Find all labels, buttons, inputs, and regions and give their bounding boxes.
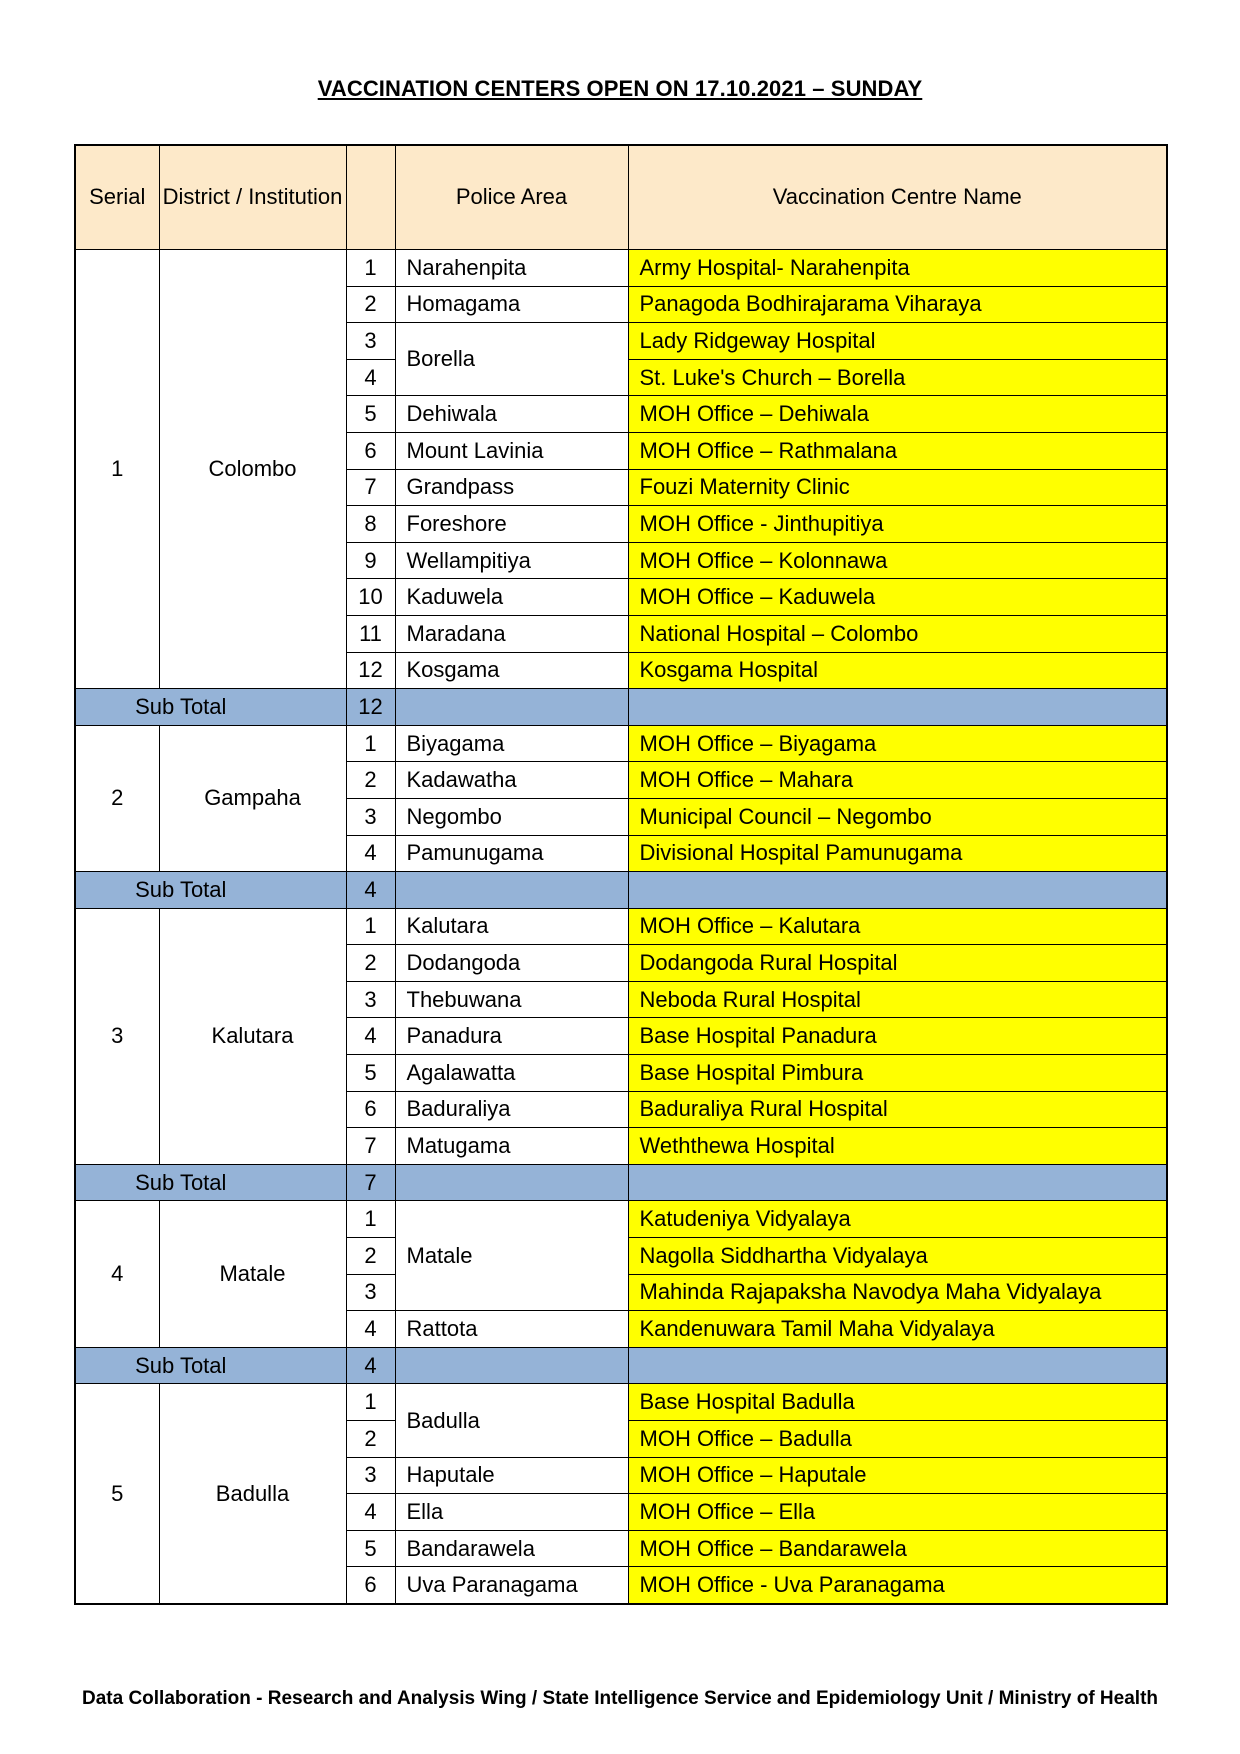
police-area-cell: Kalutara (395, 908, 628, 945)
document-title: VACCINATION CENTERS OPEN ON 17.10.2021 – SUNDAY (317, 76, 923, 101)
row-number-cell: 3 (346, 323, 395, 360)
police-area-cell: Rattota (395, 1311, 628, 1348)
police-area-cell: Pamunugama (395, 835, 628, 872)
police-area-cell: Kosgama (395, 652, 628, 689)
vaccination-centres-table (74, 144, 1168, 1605)
sub-total-empty-cell (395, 689, 628, 726)
header-district: District / Institution (159, 145, 346, 250)
police-area-cell: Dodangoda (395, 945, 628, 982)
table-row (75, 250, 1167, 287)
police-area-cell: Bandarawela (395, 1530, 628, 1567)
sub-total-empty-cell (395, 1347, 628, 1384)
vaccination-centre-cell: Weththewa Hospital (628, 1128, 1167, 1165)
header-centre-name: Vaccination Centre Name (628, 145, 1167, 250)
vaccination-centre-cell: Fouzi Maternity Clinic (628, 469, 1167, 506)
row-number-cell: 3 (346, 1457, 395, 1494)
sub-total-label: Sub Total (75, 1164, 346, 1201)
row-number-cell: 6 (346, 1091, 395, 1128)
sub-total-row (75, 1347, 1167, 1384)
sub-total-value: 7 (346, 1164, 395, 1201)
row-number-cell: 10 (346, 579, 395, 616)
sub-total-label: Sub Total (75, 1347, 346, 1384)
sub-total-row (75, 1164, 1167, 1201)
table-row (75, 908, 1167, 945)
row-number-cell: 2 (346, 945, 395, 982)
vaccination-centre-cell: Dodangoda Rural Hospital (628, 945, 1167, 982)
vaccination-centre-cell: Divisional Hospital Pamunugama (628, 835, 1167, 872)
vaccination-centre-cell: MOH Office – Kolonnawa (628, 542, 1167, 579)
table-header-row (75, 145, 1167, 250)
police-area-cell: Biyagama (395, 725, 628, 762)
vaccination-centre-cell: Katudeniya Vidyalaya (628, 1201, 1167, 1238)
row-number-cell: 1 (346, 1201, 395, 1238)
row-number-cell: 1 (346, 725, 395, 762)
sub-total-row (75, 872, 1167, 909)
vaccination-centre-cell: Base Hospital Badulla (628, 1384, 1167, 1421)
row-number-cell: 5 (346, 1055, 395, 1092)
vaccination-centre-cell: MOH Office – Kaduwela (628, 579, 1167, 616)
footer-credit: Data Collaboration - Research and Analysis Wing / State Intelligence Service and Epidemiology Unit / Ministry of Health (81, 1688, 1158, 1709)
header-police-area: Police Area (395, 145, 628, 250)
row-number-cell: 1 (346, 1384, 395, 1421)
police-area-cell: Matugama (395, 1128, 628, 1165)
vaccination-centre-cell: MOH Office – Dehiwala (628, 396, 1167, 433)
table-row (75, 725, 1167, 762)
sub-total-empty-cell (628, 689, 1167, 726)
vaccination-centre-cell: MOH Office – Biyagama (628, 725, 1167, 762)
vaccination-centre-cell: Municipal Council – Negombo (628, 798, 1167, 835)
row-number-cell: 4 (346, 1494, 395, 1531)
vaccination-centre-cell: MOH Office - Uva Paranagama (628, 1567, 1167, 1604)
district-cell: Colombo (159, 250, 346, 689)
row-number-cell: 4 (346, 1311, 395, 1348)
police-area-cell: Mount Lavinia (395, 432, 628, 469)
sub-total-empty-cell (628, 1164, 1167, 1201)
vaccination-centre-cell: Lady Ridgeway Hospital (628, 323, 1167, 360)
police-area-cell: Baduraliya (395, 1091, 628, 1128)
police-area-cell: Maradana (395, 615, 628, 652)
vaccination-centre-cell: MOH Office - Jinthupitiya (628, 506, 1167, 543)
sub-total-value: 4 (346, 872, 395, 909)
sub-total-empty-cell (628, 872, 1167, 909)
vaccination-centre-cell: MOH Office – Rathmalana (628, 432, 1167, 469)
row-number-cell: 2 (346, 1421, 395, 1458)
row-number-cell: 1 (346, 908, 395, 945)
vaccination-centre-cell: Army Hospital- Narahenpita (628, 250, 1167, 287)
vaccination-centre-cell: MOH Office – Bandarawela (628, 1530, 1167, 1567)
vaccination-centre-cell: St. Luke's Church – Borella (628, 359, 1167, 396)
vaccination-centre-cell: MOH Office – Ella (628, 1494, 1167, 1531)
vaccination-centre-cell: Base Hospital Panadura (628, 1018, 1167, 1055)
police-area-cell: Homagama (395, 286, 628, 323)
police-area-cell: Ella (395, 1494, 628, 1531)
police-area-cell: Foreshore (395, 506, 628, 543)
row-number-cell: 9 (346, 542, 395, 579)
table-row (75, 1201, 1167, 1238)
vaccination-centre-cell: MOH Office – Kalutara (628, 908, 1167, 945)
district-cell: Matale (159, 1201, 346, 1347)
sub-total-value: 4 (346, 1347, 395, 1384)
vaccination-centre-cell: Base Hospital Pimbura (628, 1055, 1167, 1092)
vaccination-centre-cell: MOH Office – Mahara (628, 762, 1167, 799)
police-area-cell: Matale (395, 1201, 628, 1311)
sub-total-empty-cell (395, 1164, 628, 1201)
police-area-cell: Panadura (395, 1018, 628, 1055)
vaccination-centre-cell: Kosgama Hospital (628, 652, 1167, 689)
sub-total-value: 12 (346, 689, 395, 726)
sub-total-empty-cell (628, 1347, 1167, 1384)
vaccination-centre-cell: Neboda Rural Hospital (628, 981, 1167, 1018)
police-area-cell: Badulla (395, 1384, 628, 1457)
vaccination-centre-cell: Baduraliya Rural Hospital (628, 1091, 1167, 1128)
row-number-cell: 5 (346, 396, 395, 433)
row-number-cell: 12 (346, 652, 395, 689)
row-number-cell: 6 (346, 432, 395, 469)
serial-cell: 3 (75, 908, 159, 1164)
row-number-cell: 2 (346, 762, 395, 799)
serial-cell: 1 (75, 250, 159, 689)
vaccination-centre-cell: Nagolla Siddhartha Vidyalaya (628, 1238, 1167, 1275)
police-area-cell: Wellampitiya (395, 542, 628, 579)
police-area-cell: Negombo (395, 798, 628, 835)
serial-cell: 4 (75, 1201, 159, 1347)
row-number-cell: 4 (346, 359, 395, 396)
serial-cell: 2 (75, 725, 159, 871)
row-number-cell: 3 (346, 1274, 395, 1311)
vaccination-centre-cell: Mahinda Rajapaksha Navodya Maha Vidyalaya (628, 1274, 1167, 1311)
vaccination-centre-cell: Panagoda Bodhirajarama Viharaya (628, 286, 1167, 323)
police-area-cell: Grandpass (395, 469, 628, 506)
row-number-cell: 3 (346, 798, 395, 835)
police-area-cell: Uva Paranagama (395, 1567, 628, 1604)
police-area-cell: Haputale (395, 1457, 628, 1494)
vaccination-centre-cell: MOH Office – Badulla (628, 1421, 1167, 1458)
police-area-cell: Narahenpita (395, 250, 628, 287)
district-cell: Gampaha (159, 725, 346, 871)
district-cell: Badulla (159, 1384, 346, 1604)
sub-total-label: Sub Total (75, 689, 346, 726)
vaccination-centre-cell: National Hospital – Colombo (628, 615, 1167, 652)
sub-total-label: Sub Total (75, 872, 346, 909)
row-number-cell: 2 (346, 286, 395, 323)
row-number-cell: 1 (346, 250, 395, 287)
row-number-cell: 2 (346, 1238, 395, 1275)
police-area-cell: Dehiwala (395, 396, 628, 433)
row-number-cell: 4 (346, 835, 395, 872)
row-number-cell: 7 (346, 1128, 395, 1165)
row-number-cell: 7 (346, 469, 395, 506)
police-area-cell: Kadawatha (395, 762, 628, 799)
vaccination-centre-cell: Kandenuwara Tamil Maha Vidyalaya (628, 1311, 1167, 1348)
header-number (346, 145, 395, 250)
row-number-cell: 5 (346, 1530, 395, 1567)
row-number-cell: 3 (346, 981, 395, 1018)
vaccination-centre-cell: MOH Office – Haputale (628, 1457, 1167, 1494)
police-area-cell: Kaduwela (395, 579, 628, 616)
row-number-cell: 6 (346, 1567, 395, 1604)
row-number-cell: 11 (346, 615, 395, 652)
table-row (75, 1384, 1167, 1421)
police-area-cell: Agalawatta (395, 1055, 628, 1092)
sub-total-row (75, 689, 1167, 726)
header-serial: Serial (75, 145, 159, 250)
police-area-cell: Thebuwana (395, 981, 628, 1018)
police-area-cell: Borella (395, 323, 628, 396)
row-number-cell: 8 (346, 506, 395, 543)
serial-cell: 5 (75, 1384, 159, 1604)
row-number-cell: 4 (346, 1018, 395, 1055)
district-cell: Kalutara (159, 908, 346, 1164)
sub-total-empty-cell (395, 872, 628, 909)
